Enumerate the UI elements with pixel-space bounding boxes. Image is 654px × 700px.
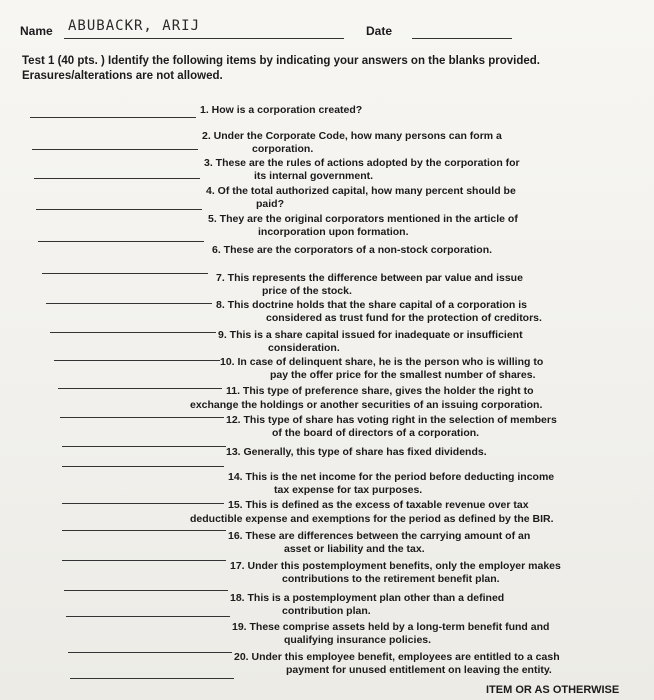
answer-blank[interactable] [62, 446, 226, 447]
question-text-cont: its internal government. [254, 170, 374, 182]
answer-blank[interactable] [70, 678, 234, 679]
question-4 [206, 185, 516, 211]
question-text-cont: pay the offer price for the smallest number of shares. [270, 369, 536, 381]
question-20 [234, 651, 560, 677]
answer-blank[interactable] [34, 178, 200, 179]
answer-blank[interactable] [32, 149, 198, 150]
question-17 [230, 560, 561, 586]
answer-blank[interactable] [36, 209, 202, 210]
question-text-cont: corporation. [252, 143, 314, 155]
question-8 [216, 299, 542, 325]
question-text: 11. This type of preference share, gives the holder the right to [226, 385, 534, 397]
question-text: 17. Under this postemployment benefits, only the employer makes [230, 560, 561, 572]
question-1 [200, 104, 362, 117]
question-text-cont: payment for unused entitlement on leaving the entity. [286, 664, 552, 676]
question-12 [226, 414, 557, 440]
answer-blank[interactable] [46, 303, 212, 304]
question-18 [230, 592, 504, 618]
question-text: 3. These are the rules of actions adopted by the corporation for [204, 157, 520, 169]
question-10 [220, 356, 543, 382]
question-text: 20. Under this employee benefit, employees are entitled to a cash [234, 651, 560, 663]
question-text-cont: considered as trust fund for the protection of creditors. [266, 312, 542, 324]
question-5 [208, 213, 518, 239]
question-text-cont: contributions to the retirement benefit plan. [282, 573, 500, 585]
question-text: 5. They are the original corporators mentioned in the article of [208, 213, 518, 225]
question-text-cont: deductible expense and exemptions for the period as defined by the BIR. [190, 513, 554, 525]
name-value: ABUBACKR, ARIJ [68, 18, 201, 34]
question-3 [204, 157, 520, 183]
name-field[interactable] [64, 38, 344, 39]
question-text: 2. Under the Corporate Code, how many persons can form a [202, 130, 502, 142]
answer-blank[interactable] [62, 560, 226, 561]
question-15-cont [190, 513, 554, 526]
footer-text: ITEM OR AS OTHERWISE [486, 684, 620, 696]
question-text: 4. Of the total authorized capital, how many percent should be [206, 185, 516, 197]
answer-blank[interactable] [68, 652, 232, 653]
answer-blank[interactable] [54, 360, 220, 361]
answer-blank[interactable] [62, 503, 224, 504]
question-text: 10. In case of delinquent share, he is the person who is willing to [220, 356, 544, 368]
question-14 [228, 471, 554, 497]
name-label: Name [20, 24, 53, 38]
question-text: 7. This represents the difference between par value and issue [216, 272, 523, 284]
question-text: 19. These comprise assets held by a long-term benefit fund and [232, 621, 550, 633]
answer-blank[interactable] [38, 241, 204, 242]
question-text: 14. This is the net income for the period before deducting income [228, 471, 555, 483]
header [20, 18, 640, 42]
question-19 [232, 621, 549, 647]
question-7 [216, 272, 523, 298]
date-label: Date [366, 24, 393, 38]
answer-blank[interactable] [60, 417, 224, 418]
question-text-cont: contribution plan. [282, 605, 371, 617]
question-text: 12. This type of share has voting right in the selection of members [226, 414, 557, 426]
answer-blank[interactable] [62, 466, 224, 467]
question-text: 1. How is a corporation created? [200, 104, 363, 116]
question-13 [226, 446, 487, 459]
answer-blank[interactable] [66, 616, 230, 617]
question-11-cont [190, 399, 542, 412]
question-text-cont: consideration. [268, 342, 340, 354]
question-text-cont: exchange the holdings or another securities of an issuing corporation. [190, 399, 543, 411]
question-text-cont: incorporation upon formation. [258, 226, 409, 238]
question-text: 15. This is defined as the excess of taxable revenue over tax [228, 499, 529, 511]
question-text: 8. This doctrine holds that the share capital of a corporation is [216, 299, 527, 311]
answer-blank[interactable] [58, 388, 222, 389]
question-16 [228, 530, 530, 556]
question-2 [202, 130, 502, 156]
question-text-cont: asset or liability and the tax. [284, 543, 425, 555]
question-text-cont: price of the stock. [262, 285, 352, 297]
date-field[interactable] [412, 38, 512, 39]
question-9 [218, 329, 523, 355]
question-text-cont: paid? [256, 198, 284, 210]
question-text: 13. Generally, this type of share has fixed dividends. [226, 446, 487, 458]
question-11 [226, 385, 534, 398]
question-text: 6. These are the corporators of a non-stock corporation. [212, 244, 493, 256]
answer-blank[interactable] [30, 117, 196, 118]
question-text-cont: qualifying insurance policies. [284, 634, 432, 646]
question-6 [212, 244, 492, 257]
question-text: 9. This is a share capital issued for inadequate or insufficient [218, 329, 523, 341]
instructions: Test 1 (40 pts. ) Identify the following items by indicating your answers on the blanks provided. Erasures/alterations are not allowed. [22, 55, 541, 82]
answer-blank[interactable] [64, 590, 228, 591]
question-15 [228, 499, 529, 512]
question-text: 18. This is a postemployment plan other than a defined [230, 592, 505, 604]
question-text: 16. These are differences between the carrying amount of an [228, 530, 531, 542]
answer-blank[interactable] [42, 273, 208, 274]
question-text-cont: of the board of directors of a corporation. [272, 427, 480, 439]
question-text-cont: tax expense for tax purposes. [274, 484, 423, 496]
answer-blank[interactable] [62, 530, 226, 531]
answer-blank[interactable] [50, 332, 216, 333]
